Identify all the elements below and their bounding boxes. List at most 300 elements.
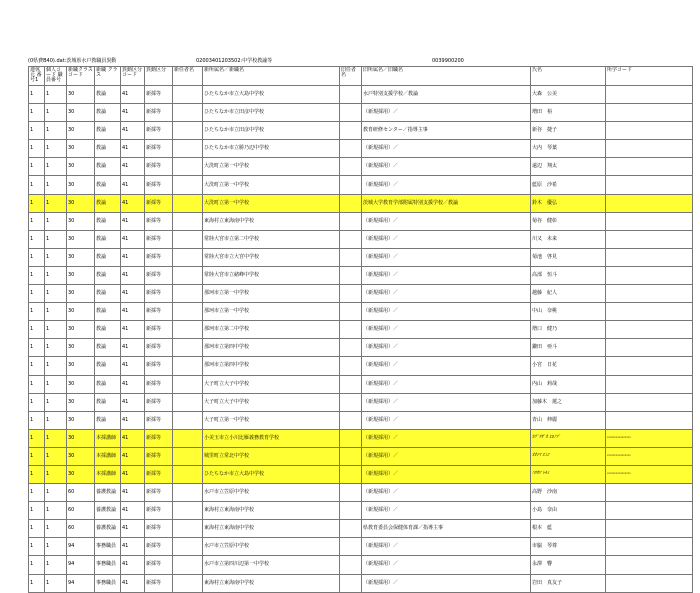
cell-c1: 1 xyxy=(29,556,45,574)
cell-c2: 1 xyxy=(45,285,67,303)
cell-c5: 41 xyxy=(121,447,145,465)
cell-c4: 教論 xyxy=(95,122,121,140)
cell-c5: 41 xyxy=(121,248,145,266)
table-row xyxy=(29,176,693,194)
cell-c7 xyxy=(173,502,203,520)
cell-c10: （新規採用）／ xyxy=(362,321,531,339)
cell-c3: 30 xyxy=(67,266,95,284)
cell-c2: 1 xyxy=(45,140,67,158)
cell-c9 xyxy=(340,538,362,556)
cell-c8: 東海村立東海南中学校 xyxy=(203,520,340,538)
spreadsheet-page xyxy=(28,0,692,586)
table-row xyxy=(29,538,693,556)
cell-c5: 41 xyxy=(121,140,145,158)
cell-c11: 小宮 日花 xyxy=(531,357,606,375)
cell-c11: 大森 公美 xyxy=(531,86,606,104)
cell-c1: 1 xyxy=(29,502,45,520)
cell-c8: 水戸市立笠原中学校 xyxy=(203,538,340,556)
cell-c3: 30 xyxy=(67,429,95,447)
cell-c6: 新採等 xyxy=(145,375,173,393)
cell-c12 xyxy=(606,122,693,140)
cell-c4: 事務職員 xyxy=(95,556,121,574)
cell-c7 xyxy=(173,176,203,194)
cell-c11: 鎌田 亜斗 xyxy=(531,339,606,357)
cell-c11: 菊谷 健彰 xyxy=(531,212,606,230)
table-row xyxy=(29,465,693,483)
cell-c1: 1 xyxy=(29,520,45,538)
cell-c1: 1 xyxy=(29,230,45,248)
cell-c6: 新採等 xyxy=(145,556,173,574)
col-header: 個人コード 職員番号 xyxy=(45,67,67,86)
cell-c6: 新採等 xyxy=(145,176,173,194)
cell-c12 xyxy=(606,538,693,556)
cell-c9 xyxy=(340,556,362,574)
cell-c10: （新規採用）／ xyxy=(362,502,531,520)
col-header: 新任者名 xyxy=(173,67,203,86)
cell-c8: ひたちなか市立勝乃辺中学校 xyxy=(203,140,340,158)
cell-c4: 養護教論 xyxy=(95,484,121,502)
cell-c6: 新採等 xyxy=(145,158,173,176)
cell-c11: 大内 琴葉 xyxy=(531,140,606,158)
table-row xyxy=(29,321,693,339)
cell-c6: 新採等 xyxy=(145,357,173,375)
cell-c3: 30 xyxy=(67,411,95,429)
cell-c3: 30 xyxy=(67,375,95,393)
cell-c7 xyxy=(173,321,203,339)
cell-c2: 1 xyxy=(45,194,67,212)
cell-c4: 養護教論 xyxy=(95,520,121,538)
cell-c9 xyxy=(340,104,362,122)
cell-c12 xyxy=(606,230,693,248)
cell-c12: xxxxxxxxxxxxxxxx xyxy=(606,447,693,465)
cell-c3: 30 xyxy=(67,140,95,158)
cell-c7 xyxy=(173,230,203,248)
cell-c10: （新規採用）／ xyxy=(362,285,531,303)
cell-c9 xyxy=(340,194,362,212)
cell-c1: 1 xyxy=(29,122,45,140)
cell-c3: 30 xyxy=(67,194,95,212)
cell-c3: 30 xyxy=(67,122,95,140)
cell-c11: 越藤 紀人 xyxy=(531,285,606,303)
cell-c7 xyxy=(173,339,203,357)
cell-c11: 菊池 啓見 xyxy=(531,248,606,266)
cell-c3: 30 xyxy=(67,285,95,303)
cell-c7 xyxy=(173,520,203,538)
cell-c8: 水戸市立第四川辺第一中学校 xyxy=(203,556,340,574)
cell-c4: 本採講師 xyxy=(95,447,121,465)
cell-c10: （新規採用）／ xyxy=(362,447,531,465)
cell-c4: 本採講師 xyxy=(95,465,121,483)
cell-c3: 30 xyxy=(67,303,95,321)
cell-c1: 1 xyxy=(29,266,45,284)
cell-c7 xyxy=(173,465,203,483)
cell-c12 xyxy=(606,104,693,122)
cell-c11: 川又 未来 xyxy=(531,230,606,248)
table-header-row xyxy=(29,67,693,86)
cell-c10: （新規採用）／ xyxy=(362,538,531,556)
cell-c9 xyxy=(340,502,362,520)
cell-c5: 41 xyxy=(121,502,145,520)
cell-c4: 教論 xyxy=(95,212,121,230)
cell-c4: 教論 xyxy=(95,411,121,429)
cell-c4: 教論 xyxy=(95,140,121,158)
cell-c3: 30 xyxy=(67,357,95,375)
table-row xyxy=(29,212,693,230)
cell-c12 xyxy=(606,194,693,212)
header-number: 0039900200 xyxy=(432,58,464,64)
cell-c1: 1 xyxy=(29,140,45,158)
cell-c3: 30 xyxy=(67,86,95,104)
cell-c3: 94 xyxy=(67,574,95,592)
cell-c10: （新規採用）／ xyxy=(362,303,531,321)
cell-c1: 1 xyxy=(29,194,45,212)
cell-c2: 1 xyxy=(45,393,67,411)
cell-c4: 教論 xyxy=(95,339,121,357)
cell-c11: 根本 藍 xyxy=(531,520,606,538)
cell-c6: 新採等 xyxy=(145,465,173,483)
cell-c2: 1 xyxy=(45,502,67,520)
cell-c2: 1 xyxy=(45,248,67,266)
cell-c9 xyxy=(340,411,362,429)
cell-c9 xyxy=(340,574,362,592)
col-header: 旧任者名 xyxy=(340,67,362,86)
cell-c7 xyxy=(173,556,203,574)
cell-c9 xyxy=(340,122,362,140)
cell-c7 xyxy=(173,266,203,284)
cell-c3: 30 xyxy=(67,104,95,122)
cell-c5: 41 xyxy=(121,339,145,357)
cell-c5: 41 xyxy=(121,158,145,176)
cell-c11: 増口 健乃 xyxy=(531,321,606,339)
cell-c11: 高野 沙南 xyxy=(531,484,606,502)
cell-c9 xyxy=(340,212,362,230)
cell-c10: 茨城大学教育学部附属特別支援学校／教論 xyxy=(362,194,531,212)
cell-c6: 新採等 xyxy=(145,429,173,447)
cell-c11: 永澤 響 xyxy=(531,556,606,574)
cell-c12 xyxy=(606,176,693,194)
cell-c6: 新採等 xyxy=(145,339,173,357)
cell-c12 xyxy=(606,357,693,375)
cell-c8: 大子町立大子中学校 xyxy=(203,375,340,393)
cell-c3: 30 xyxy=(67,176,95,194)
cell-c7 xyxy=(173,212,203,230)
cell-c4: 教論 xyxy=(95,375,121,393)
cell-c11: ｵｵｼﾏ ｴﾐｺ xyxy=(531,447,606,465)
cell-c3: 30 xyxy=(67,230,95,248)
cell-c7 xyxy=(173,86,203,104)
cell-c5: 41 xyxy=(121,429,145,447)
cell-c7 xyxy=(173,574,203,592)
cell-c1: 1 xyxy=(29,538,45,556)
cell-c10: 県教育委員会保健体育課／指導主事 xyxy=(362,520,531,538)
cell-c10: （新規採用）／ xyxy=(362,339,531,357)
cell-c11: 内山 莉哉 xyxy=(531,375,606,393)
cell-c1: 1 xyxy=(29,429,45,447)
cell-c6: 新採等 xyxy=(145,502,173,520)
cell-c10: （新規採用）／ xyxy=(362,248,531,266)
cell-c7 xyxy=(173,194,203,212)
cell-c2: 1 xyxy=(45,556,67,574)
cell-c1: 1 xyxy=(29,158,45,176)
cell-c3: 94 xyxy=(67,556,95,574)
cell-c8: 小美玉市立小川比雁義務教育学校 xyxy=(203,429,340,447)
cell-c8: 那珂市立第四中学校 xyxy=(203,339,340,357)
cell-c9 xyxy=(340,158,362,176)
cell-c7 xyxy=(173,158,203,176)
cell-c5: 41 xyxy=(121,303,145,321)
header-file-name: (0県費B40).dat:茨城県水戸教職員異動 xyxy=(28,58,117,64)
table-row xyxy=(29,266,693,284)
cell-c5: 41 xyxy=(121,321,145,339)
cell-c8: 東海村立東海南中学校 xyxy=(203,212,340,230)
cell-c4: 教論 xyxy=(95,393,121,411)
col-header: 氏名 xyxy=(531,67,606,86)
cell-c1: 1 xyxy=(29,574,45,592)
cell-c7 xyxy=(173,484,203,502)
cell-c4: 教論 xyxy=(95,248,121,266)
cell-c10: （新規採用）／ xyxy=(362,429,531,447)
cell-c1: 1 xyxy=(29,393,45,411)
cell-c9 xyxy=(340,266,362,284)
cell-c12 xyxy=(606,484,693,502)
cell-c11: ｶｸﾞﾗｻﾞｶ ﾋﾛﾉﾌﾞ xyxy=(531,429,606,447)
cell-c5: 41 xyxy=(121,212,145,230)
cell-c4: 教論 xyxy=(95,104,121,122)
cell-c2: 1 xyxy=(45,104,67,122)
cell-c9 xyxy=(340,357,362,375)
cell-c7 xyxy=(173,538,203,556)
table-row xyxy=(29,357,693,375)
cell-c8: 東海村立東海南中学校 xyxy=(203,574,340,592)
cell-c11: 加藤木 蓮之 xyxy=(531,393,606,411)
cell-c5: 41 xyxy=(121,266,145,284)
cell-c5: 41 xyxy=(121,574,145,592)
table-body xyxy=(29,86,693,593)
cell-c1: 1 xyxy=(29,248,45,266)
table-row xyxy=(29,574,693,592)
sheet-header xyxy=(28,56,692,66)
cell-c1: 1 xyxy=(29,176,45,194)
cell-c4: 教論 xyxy=(95,266,121,284)
table-row xyxy=(29,285,693,303)
cell-c2: 1 xyxy=(45,411,67,429)
cell-c6: 新採等 xyxy=(145,393,173,411)
cell-c11: 岩田 真友子 xyxy=(531,574,606,592)
table-row xyxy=(29,520,693,538)
cell-c3: 94 xyxy=(67,538,95,556)
cell-c2: 1 xyxy=(45,375,67,393)
cell-c1: 1 xyxy=(29,339,45,357)
cell-c2: 1 xyxy=(45,357,67,375)
col-header: 異動区分 xyxy=(145,67,173,86)
cell-c4: 事務職員 xyxy=(95,574,121,592)
cell-c8: 大洗町立第一中学校 xyxy=(203,176,340,194)
table-row xyxy=(29,158,693,176)
cell-c11: 市脇 琴尊 xyxy=(531,538,606,556)
cell-c10: （新規採用）／ xyxy=(362,411,531,429)
cell-c5: 41 xyxy=(121,122,145,140)
cell-c7 xyxy=(173,285,203,303)
table-row xyxy=(29,122,693,140)
cell-c6: 新採等 xyxy=(145,248,173,266)
cell-c2: 1 xyxy=(45,465,67,483)
cell-c10: （新規採用）／ xyxy=(362,230,531,248)
cell-c1: 1 xyxy=(29,86,45,104)
header-code: 02003401203502:中学校教諭等 xyxy=(196,58,273,64)
cell-c4: 教論 xyxy=(95,230,121,248)
cell-c2: 1 xyxy=(45,574,67,592)
personnel-table xyxy=(28,66,693,593)
col-header: 新所属名／新職名 xyxy=(203,67,340,86)
cell-c10: （新規採用）／ xyxy=(362,393,531,411)
cell-c2: 1 xyxy=(45,484,67,502)
col-header: 異動区分 コード xyxy=(121,67,145,86)
cell-c10: （新規採用）／ xyxy=(362,465,531,483)
cell-c12 xyxy=(606,140,693,158)
cell-c1: 1 xyxy=(29,465,45,483)
cell-c11: 小島 奈由 xyxy=(531,502,606,520)
cell-c4: 教論 xyxy=(95,86,121,104)
cell-c12 xyxy=(606,158,693,176)
table-row xyxy=(29,393,693,411)
cell-c12 xyxy=(606,212,693,230)
cell-c4: 教論 xyxy=(95,158,121,176)
cell-c2: 1 xyxy=(45,303,67,321)
cell-c5: 41 xyxy=(121,411,145,429)
cell-c11: 増田 裕 xyxy=(531,104,606,122)
cell-c4: 本採講師 xyxy=(95,429,121,447)
cell-c9 xyxy=(340,230,362,248)
cell-c11: 藍原 沙希 xyxy=(531,176,606,194)
cell-c8: 常陸大宮市立緒峰中学校 xyxy=(203,266,340,284)
col-header: 新職 クラス xyxy=(95,67,121,86)
cell-c10: （新規採用）／ xyxy=(362,104,531,122)
cell-c4: 教論 xyxy=(95,285,121,303)
col-header: 新職クラス コード xyxy=(67,67,95,86)
cell-c10: （新規採用）／ xyxy=(362,556,531,574)
table-row xyxy=(29,194,693,212)
cell-c3: 30 xyxy=(67,339,95,357)
cell-c6: 新採等 xyxy=(145,194,173,212)
table-row xyxy=(29,556,693,574)
cell-c8: ひたちなか市立大島中学校 xyxy=(203,465,340,483)
cell-c7 xyxy=(173,375,203,393)
cell-c8: 城里町立常北中学校 xyxy=(203,447,340,465)
cell-c9 xyxy=(340,303,362,321)
cell-c12 xyxy=(606,339,693,357)
cell-c8: 大洗町立第一中学校 xyxy=(203,194,340,212)
cell-c10: （新規採用）／ xyxy=(362,176,531,194)
cell-c9 xyxy=(340,429,362,447)
cell-c7 xyxy=(173,429,203,447)
table-row xyxy=(29,248,693,266)
cell-c10: （新規採用）／ xyxy=(362,212,531,230)
col-header: 旧所属名／旧職名 xyxy=(362,67,531,86)
cell-c7 xyxy=(173,248,203,266)
cell-c10: （新規採用）／ xyxy=(362,357,531,375)
cell-c9 xyxy=(340,484,362,502)
cell-c8: 那珂市立第二中学校 xyxy=(203,321,340,339)
cell-c3: 30 xyxy=(67,447,95,465)
cell-c9 xyxy=(340,393,362,411)
cell-c4: 事務職員 xyxy=(95,538,121,556)
cell-c3: 30 xyxy=(67,212,95,230)
cell-c6: 新採等 xyxy=(145,574,173,592)
cell-c3: 60 xyxy=(67,502,95,520)
cell-c9 xyxy=(340,447,362,465)
cell-c11: 中山 奈桃 xyxy=(531,303,606,321)
cell-c7 xyxy=(173,357,203,375)
cell-c12: xxxxxxxxxxxxxxxx xyxy=(606,465,693,483)
cell-c6: 新採等 xyxy=(145,212,173,230)
cell-c2: 1 xyxy=(45,321,67,339)
cell-c12 xyxy=(606,303,693,321)
cell-c4: 教論 xyxy=(95,194,121,212)
cell-c3: 30 xyxy=(67,248,95,266)
cell-c4: 教論 xyxy=(95,303,121,321)
cell-c5: 41 xyxy=(121,465,145,483)
table-row xyxy=(29,86,693,104)
cell-c1: 1 xyxy=(29,321,45,339)
cell-c8: 常陸大宮市立大宮中学校 xyxy=(203,248,340,266)
table-row xyxy=(29,447,693,465)
cell-c11: 新谷 捷子 xyxy=(531,122,606,140)
table-row xyxy=(29,303,693,321)
cell-c6: 新採等 xyxy=(145,285,173,303)
table-row xyxy=(29,140,693,158)
cell-c5: 41 xyxy=(121,285,145,303)
cell-c12 xyxy=(606,285,693,303)
cell-c12 xyxy=(606,393,693,411)
cell-c9 xyxy=(340,375,362,393)
cell-c9 xyxy=(340,86,362,104)
cell-c6: 新採等 xyxy=(145,411,173,429)
cell-c6: 新採等 xyxy=(145,104,173,122)
cell-c12 xyxy=(606,520,693,538)
cell-c6: 新採等 xyxy=(145,520,173,538)
cell-c10: （新規採用）／ xyxy=(362,158,531,176)
cell-c10: 教育研修センター／指導主事 xyxy=(362,122,531,140)
cell-c7 xyxy=(173,140,203,158)
cell-c10: （新規採用）／ xyxy=(362,375,531,393)
cell-c7 xyxy=(173,303,203,321)
table-row xyxy=(29,429,693,447)
cell-c12: xxxxxxxxxxxxxxxx xyxy=(606,429,693,447)
cell-c5: 41 xyxy=(121,393,145,411)
cell-c1: 1 xyxy=(29,375,45,393)
cell-c8: 東海村立東海南中学校 xyxy=(203,502,340,520)
cell-c9 xyxy=(340,176,362,194)
cell-c2: 1 xyxy=(45,86,67,104)
cell-c10: （新規採用）／ xyxy=(362,266,531,284)
cell-c6: 新採等 xyxy=(145,303,173,321)
cell-c1: 1 xyxy=(29,303,45,321)
cell-c8: ひたちなか市立田彦中学校 xyxy=(203,122,340,140)
cell-c5: 41 xyxy=(121,104,145,122)
cell-c2: 1 xyxy=(45,176,67,194)
cell-c11: 鈴木 優弘 xyxy=(531,194,606,212)
cell-c1: 1 xyxy=(29,285,45,303)
cell-c9 xyxy=(340,285,362,303)
cell-c1: 1 xyxy=(29,104,45,122)
cell-c5: 41 xyxy=(121,484,145,502)
cell-c6: 新採等 xyxy=(145,484,173,502)
cell-c5: 41 xyxy=(121,86,145,104)
cell-c8: ひたちなか市立大島中学校 xyxy=(203,86,340,104)
cell-c7 xyxy=(173,122,203,140)
table-row xyxy=(29,502,693,520)
cell-c12 xyxy=(606,502,693,520)
